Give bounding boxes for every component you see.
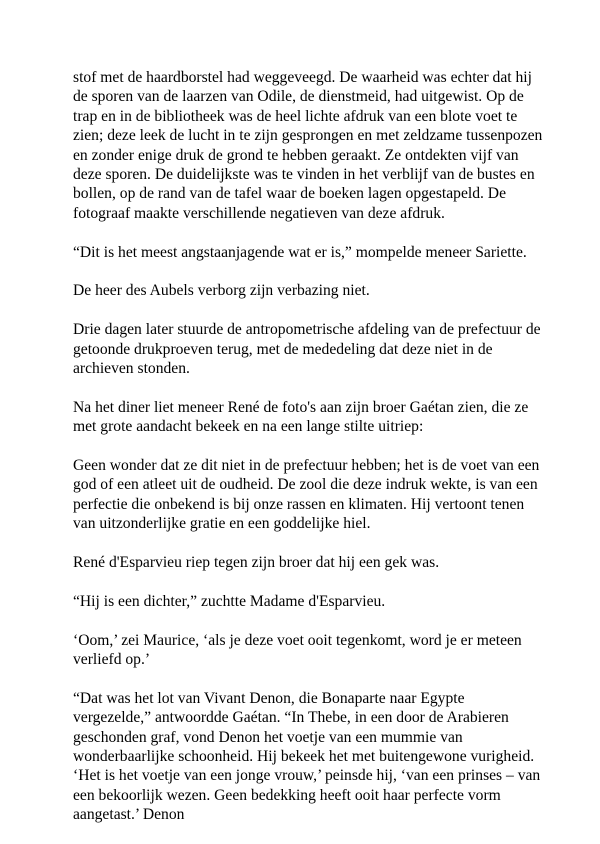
paragraph-5: Na het diner liet meneer René de foto's aan zijn broer Gaétan zien, die ze met grote aandacht bekeek en na een lange stilte uitriep: — [73, 398, 529, 436]
paragraph-8: “Hij is een dichter,” zuchtte Madame d'Esparvieu. — [73, 592, 386, 610]
paragraph-4: Drie dagen later stuurde de antropometrische afdeling van de prefectuur de getoonde drukproeven terug, met de mededeling dat deze niet in de archieven stonden. — [73, 321, 541, 378]
paragraph-2: “Dit is het meest angstaanjagende wat er is,” mompelde meneer Sariette. — [73, 243, 527, 261]
paragraph-7: René d'Esparvieu riep tegen zijn broer dat hij een gek was. — [73, 554, 440, 572]
paragraph-10: “Dat was het lot van Vivant Denon, die Bonaparte naar Egypte vergezelde,” antwoordde Gaétan. “In Thebe, in een door de Arabieren geschonden graf, vond Denon het voetje van een mummie van wonderbaarlijke schoonheid. Hij bekeek het met buitengewone vurigheid. ‘Het is het voetje van een jonge vrouw,’ peinsde hij, ‘van een prinses – van een bekoorlijk wezen. Geen bedekking heeft ooit haar perfecte vorm aangetast.’ Denon — [73, 689, 541, 824]
paragraph-9: ‘Oom,’ zei Maurice, ‘als je deze voet ooit tegenkomt, word je er meteen verliefd op.’ — [73, 631, 522, 669]
paragraph-3: De heer des Aubels verborg zijn verbazing niet. — [73, 282, 370, 300]
paragraph-6: Geen wonder dat ze dit niet in de prefectuur hebben; het is de voet van een god of een atleet uit de oudheid. De zool die deze indruk wekte, is van een perfectie die onbekend is bij onze rassen en klimaten. Hij vertoont tenen van uitzonderlijke gratie en een goddelijke hiel. — [73, 457, 540, 533]
paragraph-1: stof met de haardborstel had weggeveegd. De waarheid was echter dat hij de sporen van de laarzen van Odile, de dienstmeid, had uitgewist. Op de trap en in de bibliotheek was de heel lichte afdruk van een blote voet te zien; deze leek de lucht in te zijn gesprongen en met zeldzame tussenpozen en zonder enige druk de grond te hebben geraakt. Ze ontdekten vijf van deze sporen. De duidelijkste was te vinden in het verblijf van de bustes en bollen, op de rand van de tafel waar de boeken lagen opgestapeld. De fotograaf maakte verschillende negatieven van deze afdruk. — [73, 69, 543, 222]
document-page — [73, 68, 543, 844]
